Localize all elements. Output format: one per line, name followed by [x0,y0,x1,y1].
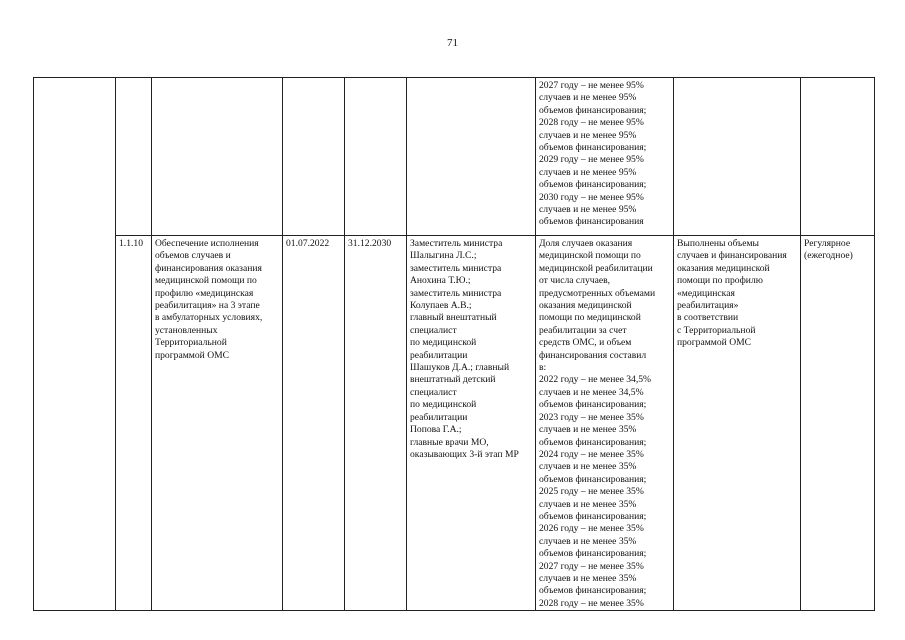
item-name-cell: Обеспечение исполнения объемов случаев и финансирования оказания медицинской помощи по профилю «медицинская реабилитация» на 3 этапе в амбулаторных условиях, установленных Территориальной программой ОМС [152,236,283,611]
responsible-cell [407,78,536,236]
page-number: 71 [447,37,458,49]
periodicity-cell: Регулярное (ежегодное) [801,236,875,611]
periodicity-cell [801,78,875,236]
start-date-cell [283,78,345,236]
table-row [34,236,875,611]
end-date-cell: 31.12.2030 [345,236,407,611]
end-date-cell [345,78,407,236]
item-number-cell [116,78,152,236]
table-row [34,78,875,236]
indicator-cell: Доля случаев оказания медицинской помощи по медицинской реабилитации от числа случаев, предусмотренных объемами оказания медицинской помощи по медицинской реабилитации за счет средств ОМС, и объем финансирования составил в: 2022 году – не менее 34,5% случаев и не менее 34,5% объемов финансирования; 2023 году – не менее 35% случаев и не менее 35% объемов финансирования; 2024 году – не менее 35% случаев и не менее 35% объемов финансирования; 2025 году – не менее 35% случаев и не менее 35% объемов финансирования; 2026 году – не менее 35% случаев и не менее 35% объемов финансирования; 2027 году – не менее 35% случаев и не менее 35% объемов финансирования; 2028 году – не менее 35% [536,236,674,611]
plan-table [33,77,875,611]
result-cell [674,78,801,236]
responsible-cell: Заместитель министра Шалыгина Л.С.; заместитель министра Анохина Т.Ю.; заместитель министра Колупаев А.В.; главный внештатный специалист по медицинской реабилитации Шашуков Д.А.; главный внештатный детский специалист по медицинской реабилитации Попова Г.А.; главные врачи МО, оказывающих 3-й этап МР [407,236,536,611]
result-cell: Выполнены объемы случаев и финансирования оказания медицинской помощи по профилю «медицинская реабилитация» в соответствии с Территориальной программой ОМС [674,236,801,611]
item-name-cell [152,78,283,236]
indicator-cell: 2027 году – не менее 95% случаев и не менее 95% объемов финансирования; 2028 году – не менее 95% случаев и не менее 95% объемов финансирования; 2029 году – не менее 95% случаев и не менее 95% объемов финансирования; 2030 году – не менее 95% случаев и не менее 95% объемов финансирования [536,78,674,236]
section-cell [34,78,116,611]
item-number-cell: 1.1.10 [116,236,152,611]
start-date-cell: 01.07.2022 [283,236,345,611]
